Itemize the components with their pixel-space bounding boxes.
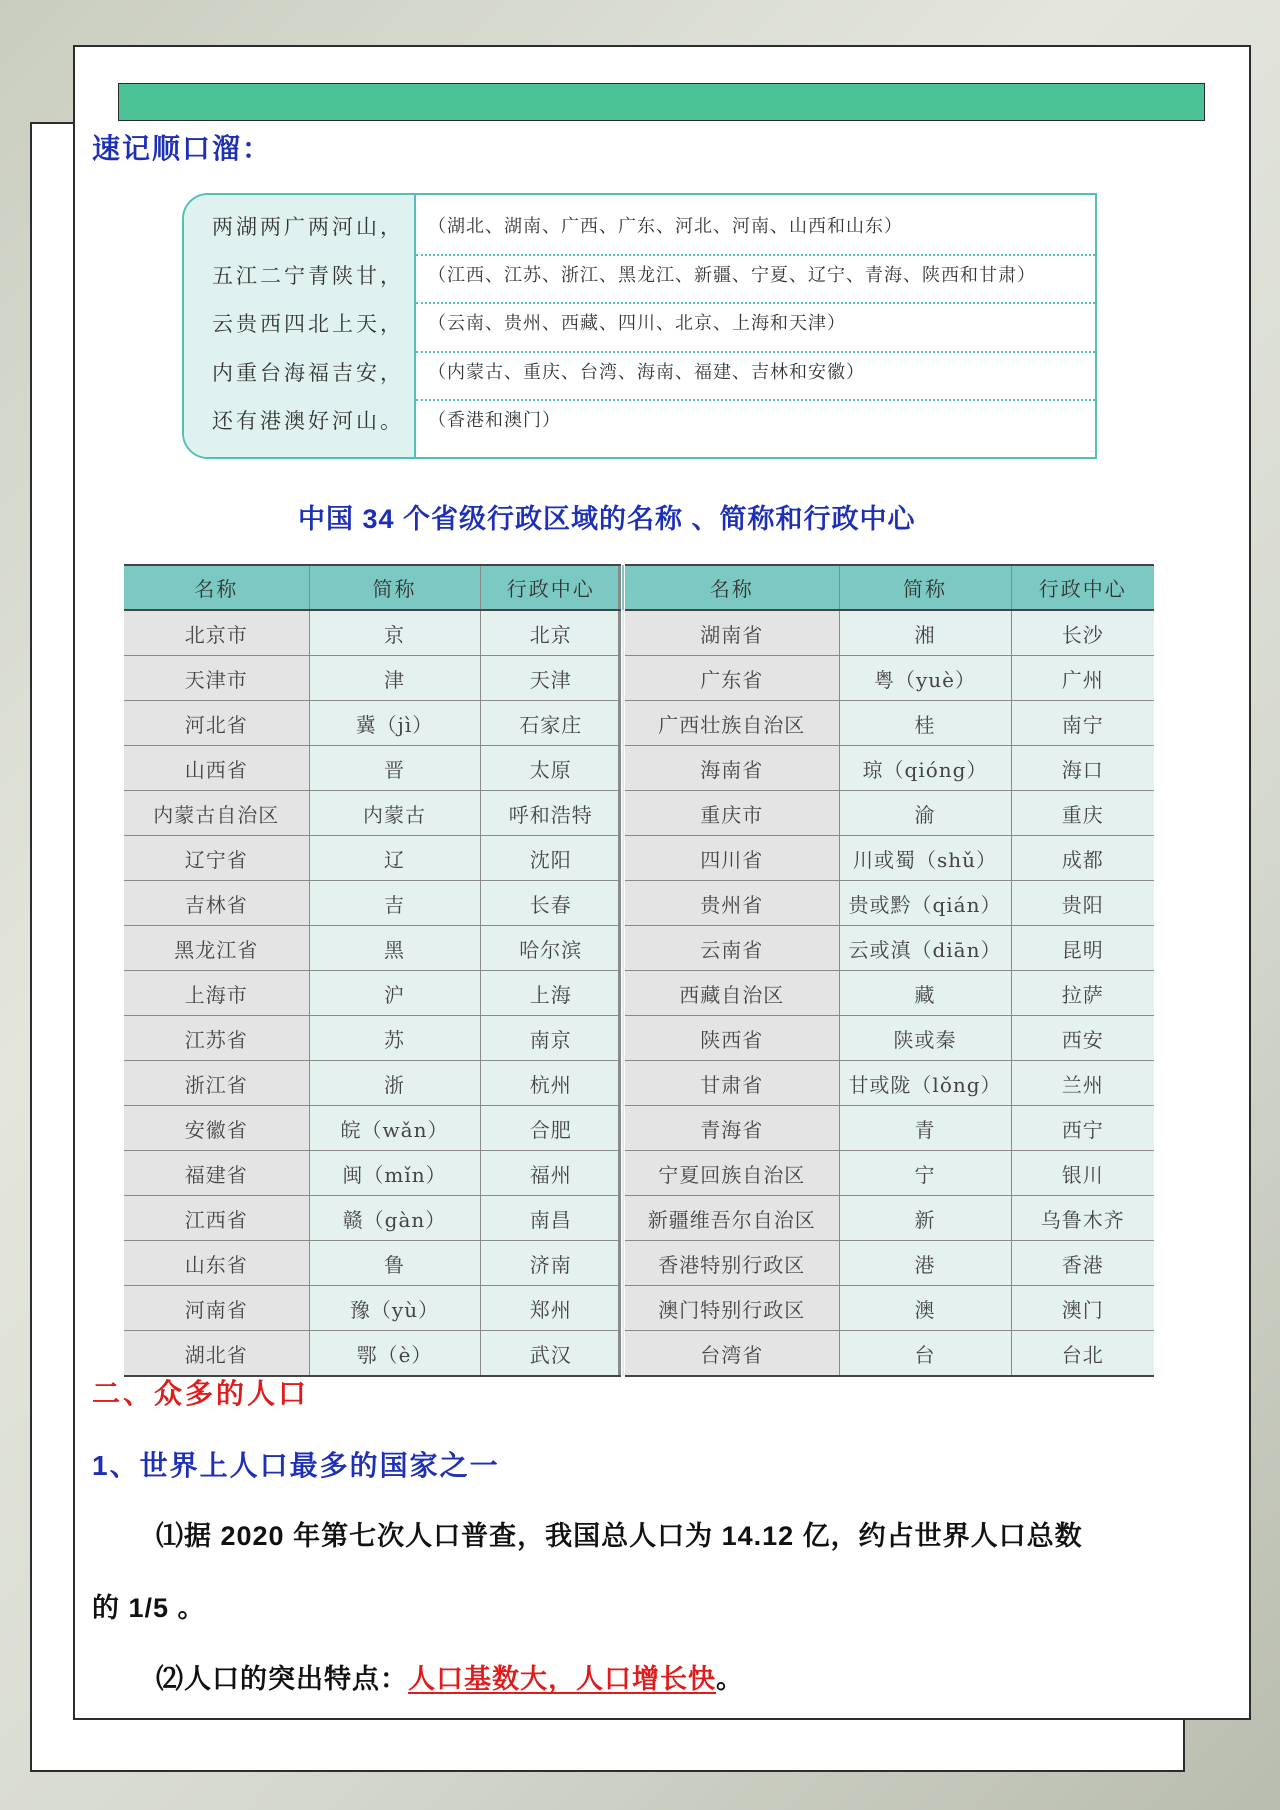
table-row <box>124 1286 1154 1331</box>
table-cell: 沪 <box>309 971 480 1016</box>
table-cell: 内蒙古自治区 <box>124 791 309 836</box>
table-cell: 藏 <box>839 971 1011 1016</box>
table-cell: 天津 <box>480 656 623 701</box>
table-cell: 云或滇（diān） <box>839 926 1011 971</box>
table-cell: 冀（jì） <box>309 701 480 746</box>
table-row <box>124 971 1154 1016</box>
mnemonic-row <box>184 252 1095 301</box>
table-cell: 桂 <box>839 701 1011 746</box>
mnemonic-note: （江西、江苏、浙江、黑龙江、新疆、宁夏、辽宁、青海、陕西和甘肃） <box>428 265 1036 286</box>
table-cell: 台北 <box>1011 1331 1154 1377</box>
table-cell: 渝 <box>839 791 1011 836</box>
column-header: 简称 <box>309 565 480 610</box>
table-cell: 乌鲁木齐 <box>1011 1196 1154 1241</box>
table-cell: 川或蜀（shǔ） <box>839 836 1011 881</box>
table-row <box>124 1196 1154 1241</box>
paragraph-line: 的 1/5 。 <box>92 1593 206 1623</box>
mnemonic-verse: 云贵西四北上天， <box>212 312 404 336</box>
mnemonic-heading: 速记顺口溜： <box>92 133 273 164</box>
table-cell: 河北省 <box>124 701 309 746</box>
mnemonic-row <box>184 349 1095 398</box>
table-cell: 安徽省 <box>124 1106 309 1151</box>
table-cell: 宁夏回族自治区 <box>623 1151 839 1196</box>
provinces-table <box>124 564 1154 1377</box>
column-header: 名称 <box>623 565 839 610</box>
subheading: 1、世界上人口最多的国家之一 <box>92 1450 500 1481</box>
table-row <box>124 1241 1154 1286</box>
table-row <box>124 926 1154 971</box>
table-cell: 吉 <box>309 881 480 926</box>
table-cell: 贵或黔（qián） <box>839 881 1011 926</box>
table-cell: 鄂（è） <box>309 1331 480 1377</box>
table-row <box>124 836 1154 881</box>
table-cell: 昆明 <box>1011 926 1154 971</box>
table-title: 中国 34 个省级行政区域的名称 、简称和行政中心 <box>298 504 916 534</box>
table-cell: 兰州 <box>1011 1061 1154 1106</box>
table-cell: 江苏省 <box>124 1016 309 1061</box>
table-cell: 吉林省 <box>124 881 309 926</box>
table-cell: 黑 <box>309 926 480 971</box>
mnemonic-note: （内蒙古、重庆、台湾、海南、福建、吉林和安徽） <box>428 362 865 383</box>
table-cell: 北京 <box>480 610 623 656</box>
table-cell: 黑龙江省 <box>124 926 309 971</box>
table-cell: 西藏自治区 <box>623 971 839 1016</box>
table-cell: 成都 <box>1011 836 1154 881</box>
table-header-row <box>124 565 1154 610</box>
table-cell: 港 <box>839 1241 1011 1286</box>
table-cell: 香港特别行政区 <box>623 1241 839 1286</box>
table-cell: 太原 <box>480 746 623 791</box>
table-cell: 杭州 <box>480 1061 623 1106</box>
mnemonic-row <box>184 300 1095 349</box>
table-cell: 西宁 <box>1011 1106 1154 1151</box>
table-cell: 琼（qióng） <box>839 746 1011 791</box>
table-cell: 合肥 <box>480 1106 623 1151</box>
table-row <box>124 1016 1154 1061</box>
table-row <box>124 1151 1154 1196</box>
table-cell: 青海省 <box>623 1106 839 1151</box>
mnemonic-verse: 还有港澳好河山。 <box>212 409 404 433</box>
table-cell: 赣（gàn） <box>309 1196 480 1241</box>
table-cell: 台 <box>839 1331 1011 1377</box>
table-cell: 哈尔滨 <box>480 926 623 971</box>
table-cell: 豫（yù） <box>309 1286 480 1331</box>
table-cell: 香港 <box>1011 1241 1154 1286</box>
mnemonic-row <box>184 203 1095 252</box>
table-cell: 济南 <box>480 1241 623 1286</box>
mnemonic-row <box>184 397 1095 446</box>
mnemonic-note: （香港和澳门） <box>428 410 561 431</box>
table-cell: 辽宁省 <box>124 836 309 881</box>
table-cell: 新疆维吾尔自治区 <box>623 1196 839 1241</box>
table-cell: 贵州省 <box>623 881 839 926</box>
table-row <box>124 1331 1154 1377</box>
table-cell: 武汉 <box>480 1331 623 1377</box>
table-cell: 天津市 <box>124 656 309 701</box>
green-header-bar <box>118 83 1205 121</box>
table-cell: 南京 <box>480 1016 623 1061</box>
table-cell: 拉萨 <box>1011 971 1154 1016</box>
table-cell: 湘 <box>839 610 1011 656</box>
table-cell: 郑州 <box>480 1286 623 1331</box>
column-header: 行政中心 <box>480 565 623 610</box>
table-cell: 重庆 <box>1011 791 1154 836</box>
table-cell: 广东省 <box>623 656 839 701</box>
table-cell: 江西省 <box>124 1196 309 1241</box>
table-cell: 粤（yuè） <box>839 656 1011 701</box>
table-cell: 晋 <box>309 746 480 791</box>
table-row <box>124 746 1154 791</box>
mnemonic-box <box>182 193 1097 459</box>
table-row <box>124 791 1154 836</box>
table-cell: 重庆市 <box>623 791 839 836</box>
paragraph-text: 。 <box>716 1664 744 1694</box>
table-cell: 台湾省 <box>623 1331 839 1377</box>
table-cell: 海口 <box>1011 746 1154 791</box>
column-header: 名称 <box>124 565 309 610</box>
table-cell: 云南省 <box>623 926 839 971</box>
table-cell: 澳门特别行政区 <box>623 1286 839 1331</box>
table-cell: 辽 <box>309 836 480 881</box>
paragraph-line <box>156 1657 744 1696</box>
table-cell: 北京市 <box>124 610 309 656</box>
table-cell: 西安 <box>1011 1016 1154 1061</box>
table-row <box>124 656 1154 701</box>
table-cell: 甘肃省 <box>623 1061 839 1106</box>
table-cell: 新 <box>839 1196 1011 1241</box>
paragraph-text: ⑵人口的突出特点： <box>156 1664 408 1694</box>
table-cell: 陕西省 <box>623 1016 839 1061</box>
table-cell: 南昌 <box>480 1196 623 1241</box>
table-cell: 浙江省 <box>124 1061 309 1106</box>
highlighted-text: 人口基数大，人口增长快 <box>408 1664 716 1694</box>
table-cell: 山东省 <box>124 1241 309 1286</box>
table-cell: 上海市 <box>124 971 309 1016</box>
table-cell: 津 <box>309 656 480 701</box>
table-cell: 湖北省 <box>124 1331 309 1377</box>
section-heading: 二、众多的人口 <box>92 1378 310 1409</box>
table-row <box>124 881 1154 926</box>
table-cell: 河南省 <box>124 1286 309 1331</box>
table-cell: 内蒙古 <box>309 791 480 836</box>
table-cell: 苏 <box>309 1016 480 1061</box>
mnemonic-note: （云南、贵州、西藏、四川、北京、上海和天津） <box>428 313 846 334</box>
table-cell: 宁 <box>839 1151 1011 1196</box>
paragraph-line: ⑴据 2020 年第七次人口普查，我国总人口为 14.12 亿，约占世界人口总数 <box>156 1521 1083 1551</box>
table-cell: 福州 <box>480 1151 623 1196</box>
mnemonic-verse: 两湖两广两河山， <box>212 215 404 239</box>
table-cell: 山西省 <box>124 746 309 791</box>
column-header: 简称 <box>839 565 1011 610</box>
table-row <box>124 610 1154 656</box>
table-cell: 沈阳 <box>480 836 623 881</box>
table-cell: 青 <box>839 1106 1011 1151</box>
table-cell: 京 <box>309 610 480 656</box>
table-row <box>124 701 1154 746</box>
mnemonic-note: （湖北、湖南、广西、广东、河北、河南、山西和山东） <box>428 216 903 237</box>
table-cell: 浙 <box>309 1061 480 1106</box>
table-cell: 闽（mǐn） <box>309 1151 480 1196</box>
table-cell: 长沙 <box>1011 610 1154 656</box>
mnemonic-verse: 五江二宁青陕甘， <box>212 264 404 288</box>
table-cell: 银川 <box>1011 1151 1154 1196</box>
table-cell: 广州 <box>1011 656 1154 701</box>
table-cell: 石家庄 <box>480 701 623 746</box>
table-cell: 陕或秦 <box>839 1016 1011 1061</box>
table-cell: 四川省 <box>623 836 839 881</box>
table-cell: 广西壮族自治区 <box>623 701 839 746</box>
column-header: 行政中心 <box>1011 565 1154 610</box>
table-cell: 长春 <box>480 881 623 926</box>
table-cell: 上海 <box>480 971 623 1016</box>
table-cell: 澳 <box>839 1286 1011 1331</box>
table-cell: 皖（wǎn） <box>309 1106 480 1151</box>
table-cell: 澳门 <box>1011 1286 1154 1331</box>
mnemonic-verse: 内重台海福吉安， <box>212 361 404 385</box>
table-cell: 南宁 <box>1011 701 1154 746</box>
table-cell: 福建省 <box>124 1151 309 1196</box>
table-row <box>124 1106 1154 1151</box>
table-cell: 呼和浩特 <box>480 791 623 836</box>
table-cell: 湖南省 <box>623 610 839 656</box>
table-cell: 鲁 <box>309 1241 480 1286</box>
table-cell: 贵阳 <box>1011 881 1154 926</box>
table-cell: 海南省 <box>623 746 839 791</box>
table-cell: 甘或陇（lǒng） <box>839 1061 1011 1106</box>
table-row <box>124 1061 1154 1106</box>
